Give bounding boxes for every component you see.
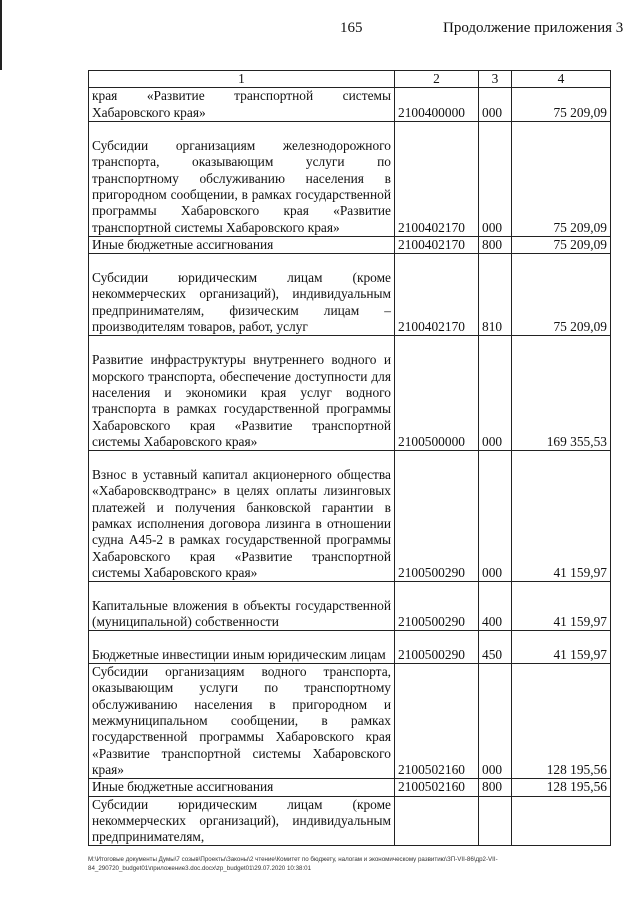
page-edge-mark	[0, 0, 2, 70]
column-number: 1	[89, 71, 395, 88]
row-name: Субсидии юридическим лицам (кроме некоммерческих организаций), индивидуальным предпринимателям, физическим лицам – производителям товаров, работ, услуг	[89, 254, 395, 336]
row-code: 2100500000	[395, 336, 479, 451]
row-name: Субсидии организациям железнодорожного транспорта, оказывающим услуги по транспортному обслуживанию населения в пригородном сообщении, в рамках государственной программы Хабаровского края «Развитие транспортной системы Хабаровского края»	[89, 121, 395, 236]
row-code: 2100402170	[395, 254, 479, 336]
row-code: 2100500290	[395, 631, 479, 664]
budget-table	[88, 70, 611, 846]
file-path-footer	[88, 855, 618, 873]
row-name: Капитальные вложения в объекты государственной (муниципальной) собственности	[89, 582, 395, 631]
table-row	[89, 88, 611, 122]
row-amount: 75 209,09	[512, 254, 611, 336]
table-row	[89, 582, 611, 631]
footer-line: 84_290720_budget01\приложение3.doc.docx\zp_budget01\29.07.2020 10:38:01	[88, 865, 312, 872]
page-number: 165	[340, 20, 363, 36]
row-amount: 41 159,97	[512, 631, 611, 664]
row-name: Бюджетные инвестиции иным юридическим лицам	[89, 631, 395, 664]
row-name: Субсидии организациям водного транспорта, оказывающим услуги по транспортному обслуживанию населения в пригородном и межмуниципальном сообщении, в рамках государственной программы Хабаровского края «Развитие транспортной системы Хабаровского края»	[89, 664, 395, 779]
column-number: 2	[395, 71, 479, 88]
table-row	[89, 631, 611, 664]
row-type: 000	[479, 121, 512, 236]
row-amount: 41 159,97	[512, 582, 611, 631]
table-row	[89, 779, 611, 796]
row-code	[395, 796, 479, 846]
row-code: 2100502160	[395, 664, 479, 779]
row-code: 2100500290	[395, 451, 479, 582]
row-code: 2100400000	[395, 88, 479, 122]
row-name: Развитие инфраструктуры внутреннего водного и морского транспорта, обеспечение доступности для населения и экономики края услуг водного транспорта в рамках государственной программы Хабаровского края «Развитие транспортной системы Хабаровского края»	[89, 336, 395, 451]
column-number: 3	[479, 71, 512, 88]
continuation-heading: Продолжение приложения 3	[443, 20, 624, 36]
table-row	[89, 336, 611, 451]
row-type: 000	[479, 451, 512, 582]
row-type: 000	[479, 336, 512, 451]
table-row	[89, 254, 611, 336]
row-name: Иные бюджетные ассигнования	[89, 779, 395, 796]
table-row	[89, 121, 611, 236]
row-amount	[512, 796, 611, 846]
row-amount: 41 159,97	[512, 451, 611, 582]
row-type	[479, 796, 512, 846]
row-name: Субсидии юридическим лицам (кроме некоммерческих организаций), индивидуальным предпринимателям,	[89, 796, 395, 846]
row-type: 400	[479, 582, 512, 631]
row-type: 810	[479, 254, 512, 336]
row-type: 800	[479, 779, 512, 796]
table-row	[89, 236, 611, 253]
row-code: 2100502160	[395, 779, 479, 796]
row-name: края «Развитие транспортной системы Хабаровского края»	[89, 88, 395, 122]
row-name: Взнос в уставный капитал акционерного общества «Хабаровскводтранс» в целях оплаты лизинговых платежей и получения банковской гарантии в рамках исполнения договора лизинга в отношении судна А45-2 в рамках государственной программы Хабаровского края «Развитие транспортной системы Хабаровского края»	[89, 451, 395, 582]
table-row	[89, 796, 611, 846]
column-number-row	[89, 71, 611, 88]
row-type: 000	[479, 88, 512, 122]
row-type: 800	[479, 236, 512, 253]
row-code: 2100402170	[395, 121, 479, 236]
row-code: 2100500290	[395, 582, 479, 631]
table-row	[89, 451, 611, 582]
row-amount: 75 209,09	[512, 88, 611, 122]
row-amount: 128 195,56	[512, 664, 611, 779]
row-code: 2100402170	[395, 236, 479, 253]
row-amount: 128 195,56	[512, 779, 611, 796]
row-type: 450	[479, 631, 512, 664]
table-row	[89, 664, 611, 779]
row-type: 000	[479, 664, 512, 779]
row-amount: 75 209,09	[512, 236, 611, 253]
column-number: 4	[512, 71, 611, 88]
row-amount: 169 355,53	[512, 336, 611, 451]
footer-line: М:\Итоговые документы Думы\7 созыв\Проекты\Законы\2 чтение\Комитет по бюджету, налогам и экономическому развитию\ЗП-VII-86\др2-VII-	[88, 856, 498, 863]
row-amount: 75 209,09	[512, 121, 611, 236]
row-name: Иные бюджетные ассигнования	[89, 236, 395, 253]
